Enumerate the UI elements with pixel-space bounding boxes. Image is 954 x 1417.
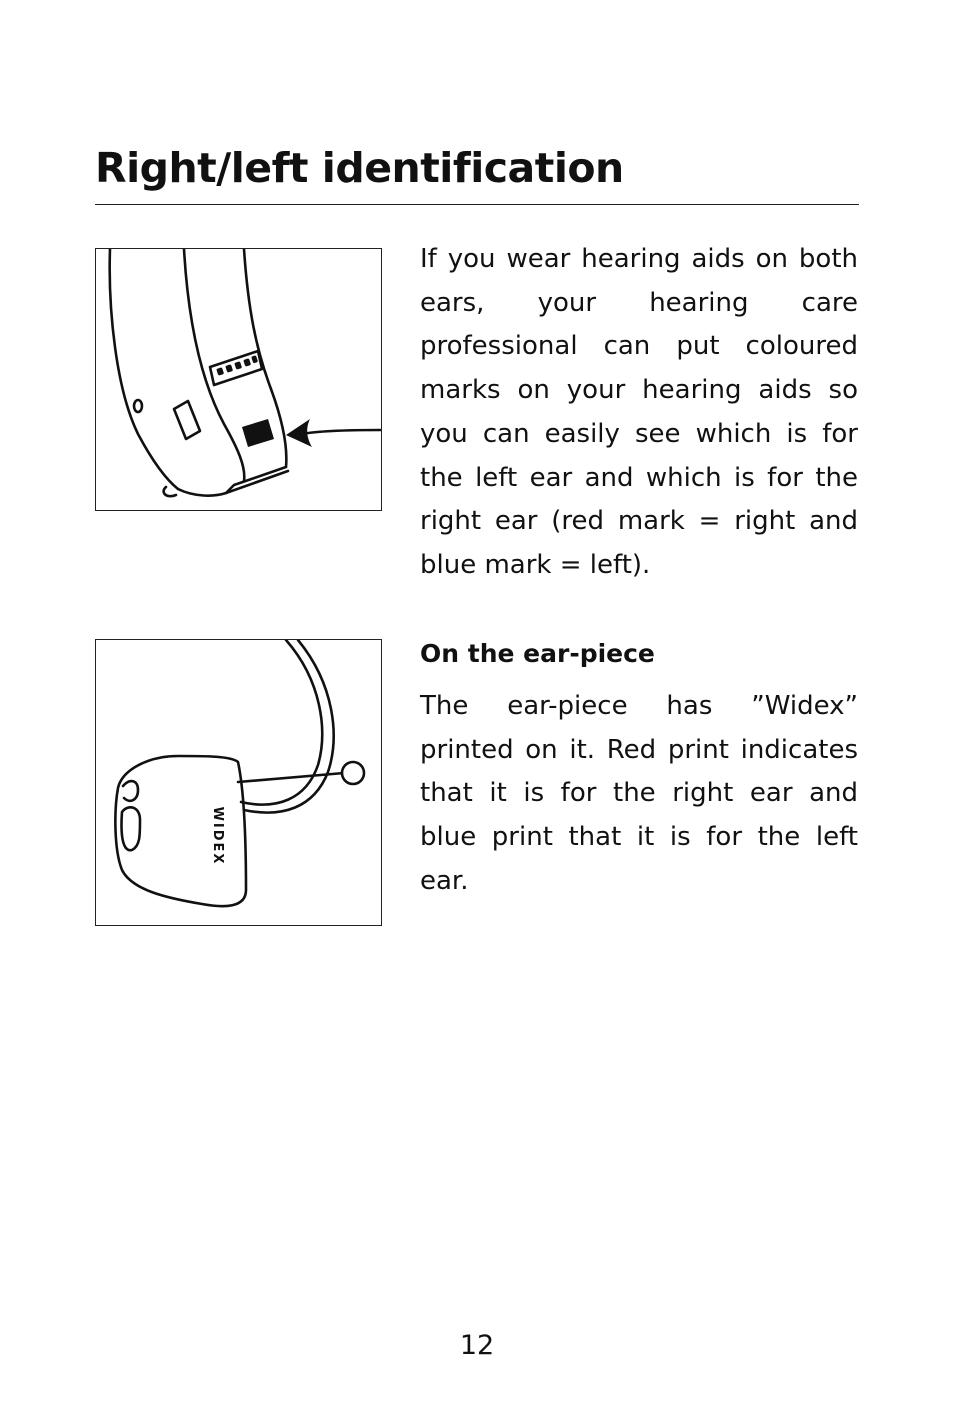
earpiece-paragraph: The ear-piece has ”Widex” printed on it. Red print indicates that it is for the right ear and blue print that it is for the left ear. bbox=[420, 691, 858, 896]
pull-wire bbox=[238, 773, 344, 782]
page-number: 12 bbox=[459, 1330, 495, 1361]
body-foot bbox=[164, 487, 176, 496]
contact-pin bbox=[243, 358, 251, 367]
sound-opening-top bbox=[123, 781, 138, 801]
title-divider bbox=[95, 204, 859, 205]
body-outline-left bbox=[110, 249, 178, 489]
earpiece-illustration bbox=[95, 639, 382, 926]
section-heading: On the ear-piece bbox=[420, 639, 655, 668]
screw-hole bbox=[134, 400, 142, 412]
contact-pin bbox=[234, 361, 242, 370]
earpiece-brand-print: WIDEX bbox=[210, 806, 225, 866]
sound-opening-bottom bbox=[121, 807, 140, 850]
hearing-aid-illustration bbox=[95, 248, 382, 511]
earpiece-body bbox=[115, 756, 246, 906]
earpiece-drawing bbox=[96, 640, 381, 925]
contact-pin bbox=[225, 364, 233, 373]
tube-inner bbox=[244, 640, 334, 813]
arrow-shaft bbox=[302, 430, 380, 434]
contact-pin bbox=[216, 367, 224, 376]
colour-mark bbox=[242, 419, 274, 447]
contact-pin bbox=[251, 355, 258, 363]
page-title: Right/left identification bbox=[95, 144, 624, 192]
battery-slot bbox=[174, 401, 200, 439]
pull-wire-knob bbox=[342, 762, 364, 784]
identification-paragraph: If you wear hearing aids on both ears, your hearing care professional can put coloured marks on your hearing aids so you can easily see which is for the left ear and which is for the right ear (red mark = right and blue mark = left). bbox=[420, 244, 858, 580]
body-base bbox=[178, 471, 288, 496]
hearing-aid-drawing bbox=[96, 249, 381, 510]
